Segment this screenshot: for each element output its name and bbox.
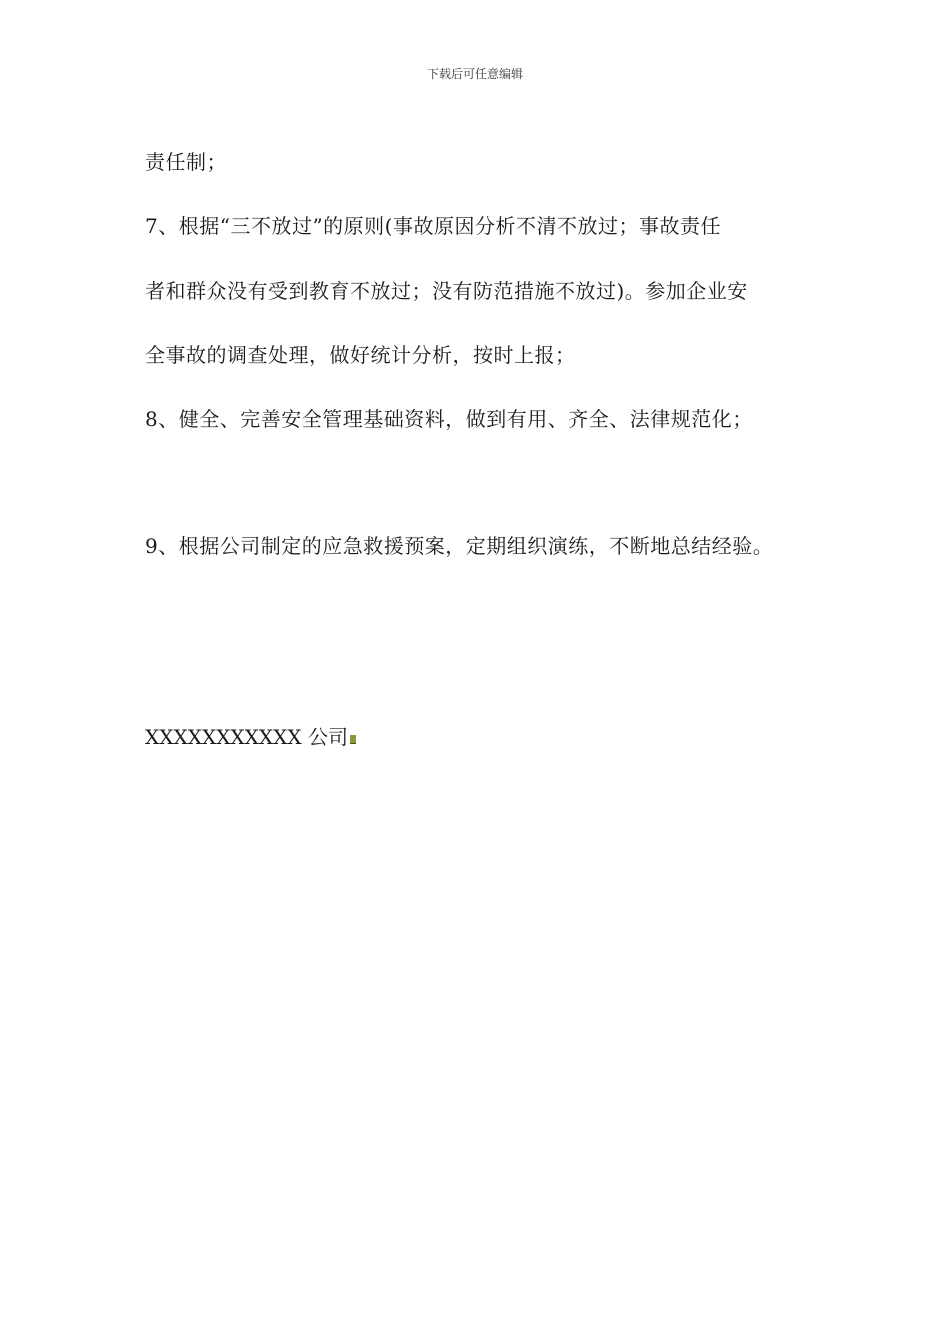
body-line-2: 7、根据“三不放过”的原则(事故原因分析不清不放过；事故责任 xyxy=(145,214,721,238)
page-header: 下载后可任意编辑 xyxy=(426,67,523,81)
body-line-1: 责任制； xyxy=(145,150,227,174)
body-line-3: 者和群众没有受到教育不放过；没有防范措施不放过)。参加企业安 xyxy=(145,279,748,303)
paragraph-end-mark-icon xyxy=(350,735,356,744)
body-line-6: 9、根据公司制定的应急救援预案，定期组织演练，不断地总结经验。 xyxy=(145,534,774,558)
body-line-5: 8、健全、完善安全管理基础资料，做到有用、齐全、法律规范化； xyxy=(145,407,753,431)
signature-block xyxy=(145,723,356,751)
company-name: XXXXXXXXXXX 公司 xyxy=(145,725,348,749)
body-line-4: 全事故的调查处理，做好统计分析，按时上报； xyxy=(145,343,576,367)
